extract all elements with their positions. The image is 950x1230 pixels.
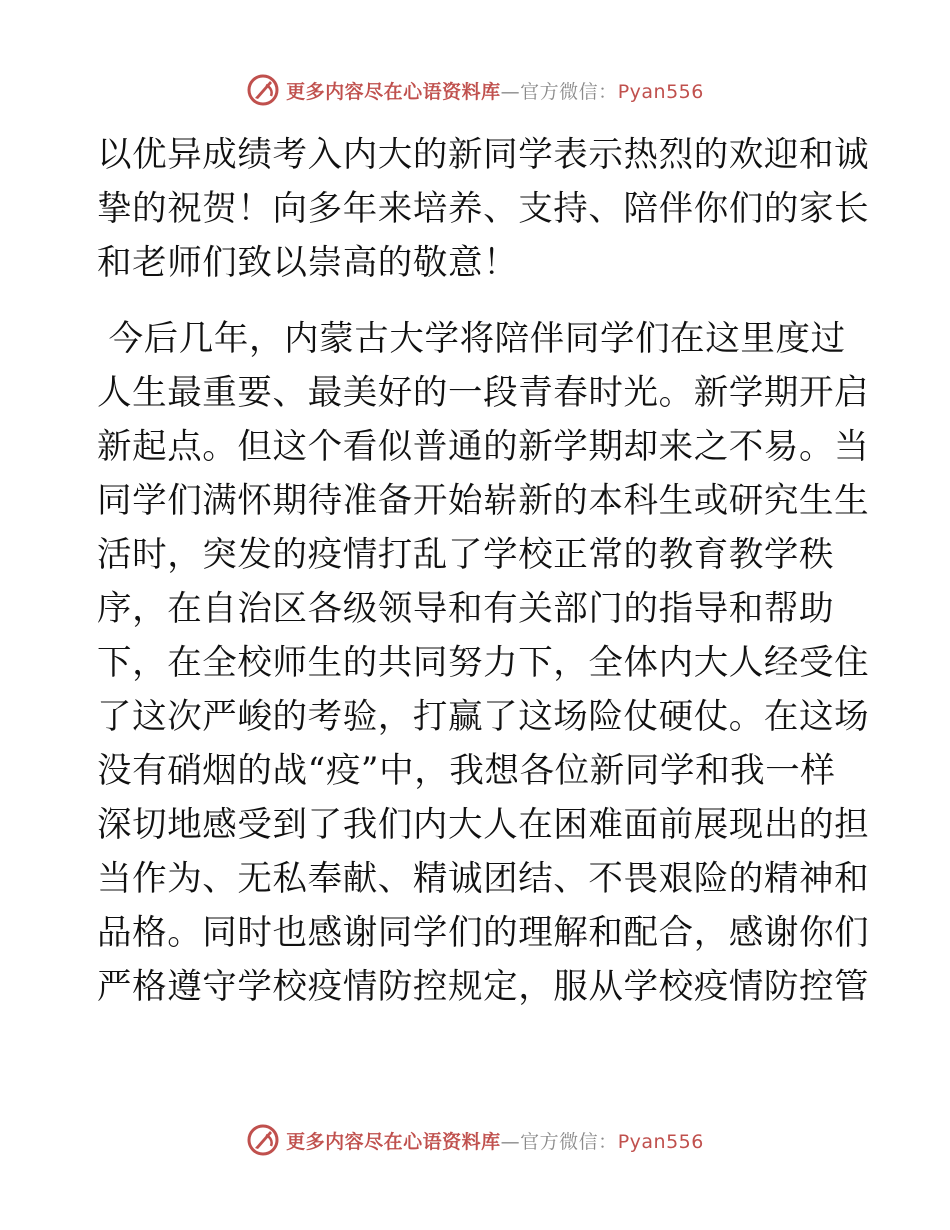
- paragraph-line: 序，在自治区各级领导和有关部门的指导和帮助: [97, 589, 835, 629]
- footer-wechat-id: Pyan556: [617, 1130, 704, 1153]
- paragraph-line: 今后几年，内蒙古大学将陪伴同学们在这里度过: [97, 319, 846, 359]
- header-banner: [0, 70, 950, 110]
- header-promo-text: 更多内容尽在心语资料库: [286, 80, 501, 103]
- header-wechat-label: 官方微信：: [520, 80, 618, 103]
- header-banner-text: [286, 77, 704, 104]
- paragraph-line: 品格。同时也感谢同学们的理解和配合，感谢你们: [97, 913, 870, 953]
- paragraph-2: [97, 312, 870, 1014]
- paragraph-line: 没有硝烟的战“疫”中，我想各位新同学和我一样: [97, 751, 836, 791]
- quill-logo-icon: [246, 1123, 280, 1157]
- paragraph-line: 下，在全校师生的共同努力下，全体内大人经受住: [97, 643, 870, 683]
- paragraph-line: 以优异成绩考入内大的新同学表示热烈的欢迎和诚: [97, 135, 870, 175]
- paragraph-line: 新起点。但这个看似普通的新学期却来之不易。当: [97, 427, 870, 467]
- paragraph-line: 挚的祝贺！向多年来培养、支持、陪伴你们的家长: [97, 189, 870, 229]
- paragraph-line: 活时，突发的疫情打乱了学校正常的教育教学秩: [97, 535, 835, 575]
- paragraph-line: 人生最重要、最美好的一段青春时光。新学期开启: [97, 373, 870, 413]
- footer-banner: [0, 1120, 950, 1160]
- footer-dash: —: [500, 1130, 521, 1153]
- header-wechat-id: Pyan556: [617, 80, 704, 103]
- paragraph-line: 和老师们致以崇高的敬意！: [97, 243, 519, 283]
- paragraph-1: [97, 128, 870, 290]
- paragraph-line: 深切地感受到了我们内大人在困难面前展现出的担: [97, 805, 870, 845]
- footer-banner-text: [286, 1127, 704, 1154]
- document-body: [97, 128, 870, 1014]
- paragraph-line: 同学们满怀期待准备开始崭新的本科生或研究生生: [97, 481, 870, 521]
- paragraph-line: 了这次严峻的考验，打赢了这场险仗硬仗。在这场: [97, 697, 870, 737]
- footer-wechat-label: 官方微信：: [520, 1130, 618, 1153]
- paragraph-line: 当作为、无私奉献、精诚团结、不畏艰险的精神和: [97, 859, 870, 899]
- footer-promo-text: 更多内容尽在心语资料库: [286, 1130, 501, 1153]
- paragraph-line: 严格遵守学校疫情防控规定，服从学校疫情防控管: [97, 967, 870, 1007]
- quill-logo-icon: [246, 73, 280, 107]
- header-dash: —: [500, 80, 521, 103]
